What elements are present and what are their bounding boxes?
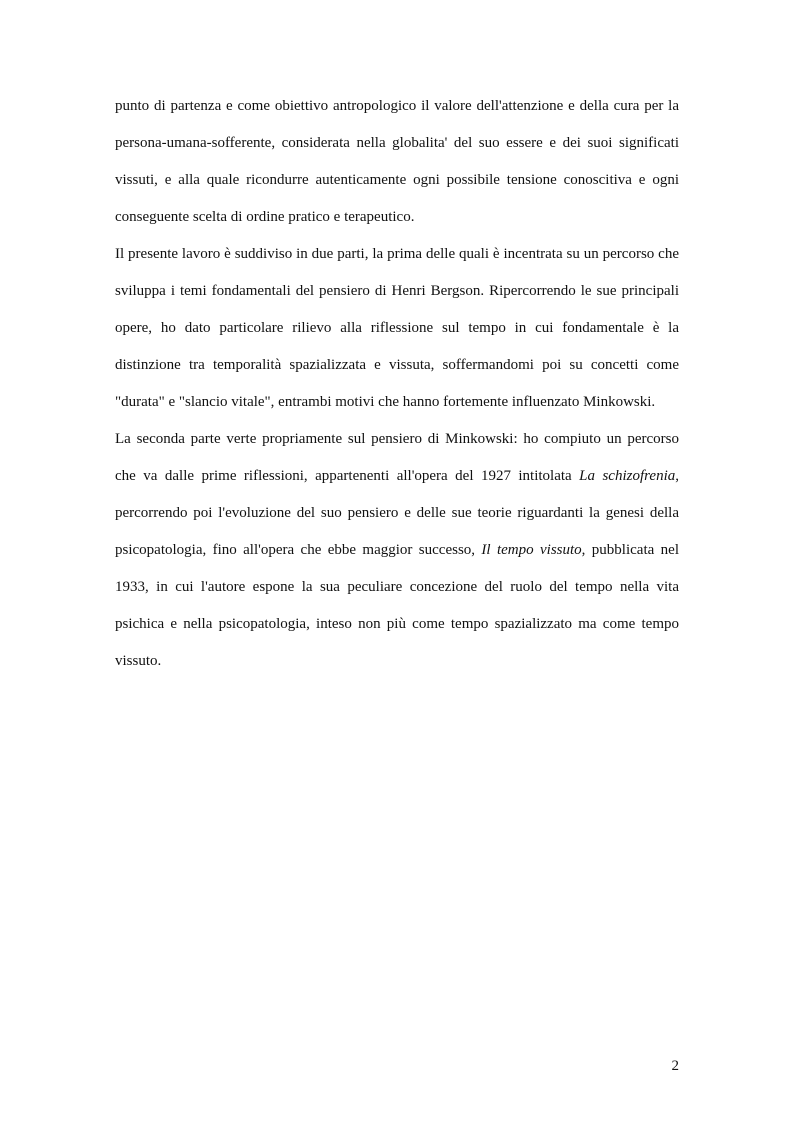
paragraph-3-text-part-1: La seconda parte verte propriamente sul pensiero di Minkowski: ho compiuto un percorso che va dalle prime riflessioni, appartenenti all'opera del 1927 intitolata xyxy=(115,431,679,484)
paragraph-2: Il presente lavoro è suddiviso in due parti, la prima delle quali è incentrata su un percorso che sviluppa i temi fondamentali del pensiero di Henri Bergson. Ripercorrendo le sue principali opere, ho dato particolare rilievo alla riflessione sul tempo in cui fondamentale è la distinzione tra temporalità spazializzata e vissuta, soffermandomi poi su concetti come "durata" e "slancio vitale", entrambi motivi che hanno fortemente influenzato Minkowski. xyxy=(115,246,679,410)
paragraph-3-text-part-3: , pubblicata nel 1933, in cui l'autore espone la sua peculiare concezione del ruolo del tempo nella vita psichica e nella psicopatologia, inteso non più come tempo spazializzato ma come tempo vissuto. xyxy=(115,542,679,669)
paragraph-1: punto di partenza e come obiettivo antropologico il valore dell'attenzione e della cura per la persona-umana-sofferente, considerata nella globalita' del suo essere e dei suoi significati vissuti, e alla quale ricondurre autenticamente ogni possibile tensione conoscitiva e ogni conseguente scelta di ordine pratico e terapeutico. xyxy=(115,98,679,225)
book-title-il-tempo-vissuto: Il tempo vissuto xyxy=(481,542,582,558)
book-title-la-schizofrenia: La schizofrenia xyxy=(579,468,676,484)
page-number: 2 xyxy=(671,1058,679,1074)
paragraph-3 xyxy=(115,421,679,680)
paragraph-3-text-part-2: , percorrendo poi l'evoluzione del suo pensiero e delle sue teorie riguardanti la genesi della psicopatologia, fino all'opera che ebbe maggior successo, xyxy=(115,468,679,558)
body-text xyxy=(115,88,679,680)
